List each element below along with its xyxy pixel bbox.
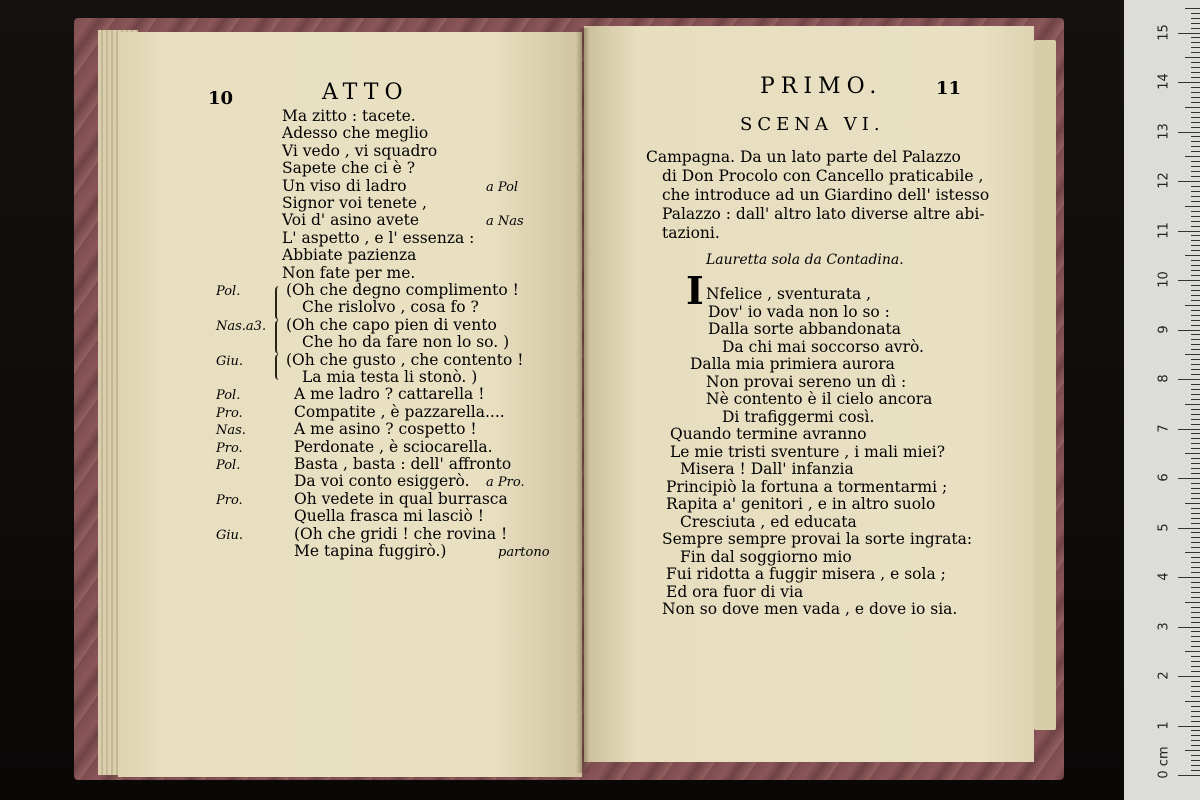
ruler-tick: [1191, 92, 1200, 93]
ruler-tick: [1191, 518, 1200, 519]
verse-line: A me asino ? cospetto !: [294, 420, 477, 439]
stage-aside: partono: [498, 545, 550, 560]
speaker-label: Pol.: [216, 284, 241, 299]
ruler-tick: [1191, 498, 1200, 499]
verse-line: (Oh che gridi ! che rovina !: [294, 524, 508, 543]
ruler-tick: [1191, 186, 1200, 187]
right-running-head: PRIMO.: [760, 74, 883, 99]
ruler-tick: [1191, 166, 1200, 167]
scene-title: SCENA VI.: [740, 114, 885, 135]
setting-line: che introduce ad un Giardino dell' istesso: [662, 186, 990, 204]
ruler-tick: [1191, 438, 1200, 439]
ruler-tick: [1178, 726, 1200, 727]
ruler-tick: [1191, 270, 1200, 271]
ruler-tick: [1191, 77, 1200, 78]
aria-line: Principiò la fortuna a tormentarmi ;: [666, 477, 948, 496]
ruler-tick: [1191, 300, 1200, 301]
ruler-tick: [1191, 711, 1200, 712]
right-page-block-edge: [1034, 40, 1056, 730]
ruler-tick: [1191, 28, 1200, 29]
stage-aside: a Nas: [486, 214, 524, 230]
aria-line: Non so dove men vada , e dove io sia.: [662, 600, 958, 618]
ruler-tick: [1178, 33, 1200, 34]
ruler-tick: [1191, 557, 1200, 558]
verse-line: Basta , basta : dell' affronto: [294, 455, 512, 473]
ruler-tick: [1191, 661, 1200, 662]
ruler-tick: [1191, 384, 1200, 385]
ruler-tick: [1185, 354, 1200, 355]
ruler-tick: [1178, 132, 1200, 133]
ruler-tick: [1178, 627, 1200, 628]
ruler-tick: [1191, 691, 1200, 692]
ruler-tick: [1191, 671, 1200, 672]
drop-cap: I: [686, 268, 704, 313]
ruler-tick: [1191, 419, 1200, 420]
ruler-tick: [1191, 493, 1200, 494]
ruler-number: 13: [1156, 122, 1172, 140]
ruler-tick: [1178, 280, 1200, 281]
right-page-number: 11: [936, 78, 962, 99]
ruler-tick: [1191, 171, 1200, 172]
ruler-tick: [1191, 760, 1200, 761]
ruler-tick: [1191, 112, 1200, 113]
aria-line: Fin dal soggiorno mio: [680, 547, 852, 566]
aria-line: Nfelice , sventurata ,: [706, 285, 872, 303]
ruler-tick: [1178, 577, 1200, 578]
ruler-tick: [1191, 295, 1200, 296]
ruler-tick: [1191, 592, 1200, 593]
speaker-label: Pro.: [216, 405, 243, 421]
ruler-tick: [1191, 141, 1200, 142]
ruler-tick: [1191, 127, 1200, 128]
ruler-tick: [1191, 102, 1200, 103]
ruler-tick: [1191, 250, 1200, 251]
ruler-tick: [1191, 622, 1200, 623]
ruler-tick: [1191, 523, 1200, 524]
verse-line: Voi d' asino avete: [282, 211, 420, 230]
aria-line: Dov' io vada non lo so :: [708, 302, 890, 321]
verse-line: (Oh che degno complimento !: [286, 281, 519, 299]
ruler-number: 6: [1156, 473, 1172, 482]
aria-line: Non provai sereno un dì :: [706, 372, 907, 391]
ruler-tick: [1191, 216, 1200, 217]
ruler-tick: [1191, 290, 1200, 291]
ruler-tick: [1191, 458, 1200, 459]
ruler-tick: [1185, 404, 1200, 405]
ruler-tick: [1185, 305, 1200, 306]
verse-line: La mia testa li stonò. ): [302, 368, 478, 386]
ruler-tick: [1191, 686, 1200, 687]
ruler-number: 5: [1156, 522, 1172, 532]
ruler-tick: [1191, 646, 1200, 647]
ruler-number: 3: [1156, 621, 1172, 631]
ruler-tick: [1191, 87, 1200, 88]
verse-line: Non fate per me.: [282, 263, 416, 282]
verse-line: Che ho da fare non lo so. ): [302, 333, 510, 352]
ruler-tick: [1191, 587, 1200, 588]
verse-line: Quella frasca mi lasciò !: [294, 507, 484, 526]
ruler-tick: [1185, 8, 1200, 9]
ruler-tick: [1185, 156, 1200, 157]
ruler-tick: [1191, 740, 1200, 741]
ruler-number: 11: [1156, 221, 1172, 239]
stage-direction: Lauretta sola da Contadina.: [706, 252, 904, 268]
ruler-tick: [1191, 730, 1200, 731]
ruler-tick: [1191, 226, 1200, 227]
ruler-tick: [1191, 221, 1200, 222]
ruler-tick: [1191, 641, 1200, 642]
ruler-tick: [1191, 617, 1200, 618]
aria-line: Cresciuta , ed educata: [680, 512, 857, 531]
ruler-tick: [1191, 681, 1200, 682]
ruler-tick: [1191, 23, 1200, 24]
ruler-tick: [1178, 429, 1200, 430]
ruler-tick: [1178, 676, 1200, 677]
verse-line: Abbiate pazienza: [282, 246, 417, 265]
ruler-tick: [1178, 231, 1200, 232]
ruler-tick: [1191, 488, 1200, 489]
ruler-tick: [1191, 463, 1200, 464]
ruler-tick: [1191, 315, 1200, 316]
ruler-tick: [1185, 651, 1200, 652]
aria-line: Di trafiggermi così.: [722, 407, 875, 426]
ruler-tick: [1191, 349, 1200, 350]
verse-line: Me tapina fuggirò.): [294, 542, 447, 560]
ruler-tick: [1191, 424, 1200, 425]
ruler-tick: [1185, 107, 1200, 108]
ruler-tick: [1191, 483, 1200, 484]
ruler-tick: [1185, 552, 1200, 553]
ruler-tick: [1191, 607, 1200, 608]
book-gutter: [576, 28, 590, 773]
ruler-tick: [1185, 453, 1200, 454]
ruler-tick: [1191, 513, 1200, 514]
verse-line: Compatite , è pazzarella....: [294, 402, 505, 421]
setting-line: tazioni.: [662, 224, 720, 242]
aria-line: Dalla sorte abbandonata: [708, 320, 902, 338]
ruler-tick: [1191, 359, 1200, 360]
left-page-number: 10: [208, 88, 234, 109]
verse-line: Un viso di ladro: [282, 176, 407, 195]
ruler-tick: [1191, 666, 1200, 667]
ruler-tick: [1191, 364, 1200, 365]
ruler-tick: [1191, 473, 1200, 474]
ruler-tick: [1191, 448, 1200, 449]
ruler-tick: [1191, 196, 1200, 197]
ruler-tick: [1191, 320, 1200, 321]
aria-line: Rapita a' genitori , e in altro suolo: [666, 495, 936, 513]
aria-line: Misera ! Dall' infanzia: [680, 460, 854, 478]
ruler-tick: [1191, 117, 1200, 118]
ruler-tick: [1191, 13, 1200, 14]
ruler-number: 15: [1156, 23, 1172, 41]
ruler-tick: [1191, 414, 1200, 415]
verse-line: (Oh che gusto , che contento !: [286, 350, 524, 369]
verse-line: Che rislolvo , cosa fo ?: [302, 298, 479, 317]
ruler-tick: [1185, 57, 1200, 58]
ruler-tick: [1191, 656, 1200, 657]
ruler-tick: [1185, 503, 1200, 504]
verse-line: Ma zitto : tacete.: [282, 107, 416, 125]
setting-line: di Don Procolo con Cancello praticabile ,: [662, 167, 984, 185]
ruler-tick: [1191, 161, 1200, 162]
ruler-tick: [1178, 82, 1200, 83]
ruler-tick: [1191, 310, 1200, 311]
ruler-tick: [1191, 597, 1200, 598]
ruler-tick: [1191, 211, 1200, 212]
ruler-tick: [1191, 721, 1200, 722]
ruler-tick: [1191, 770, 1200, 771]
ruler-tick: [1191, 572, 1200, 573]
ruler-tick: [1191, 745, 1200, 746]
ruler-number: 12: [1156, 172, 1172, 189]
ruler-number: 1: [1156, 720, 1172, 730]
verse-line: Signor voi tenete ,: [282, 194, 427, 212]
brace-1: [275, 286, 283, 320]
aria-line: Nè contento è il cielo ancora: [706, 390, 933, 408]
ruler-tick: [1191, 72, 1200, 73]
ruler-tick: [1191, 151, 1200, 152]
ruler-tick: [1178, 379, 1200, 380]
speaker-label: Pol.: [216, 388, 241, 404]
ruler-tick: [1178, 478, 1200, 479]
ruler-tick: [1191, 18, 1200, 19]
speaker-label: Pol.: [216, 458, 241, 473]
verse-line: Oh vedete in qual burrasca: [294, 489, 508, 508]
ruler-tick: [1191, 374, 1200, 375]
ruler-tick: [1191, 562, 1200, 563]
ruler-tick: [1191, 334, 1200, 335]
ruler-tick: [1178, 181, 1200, 182]
ruler-tick: [1191, 433, 1200, 434]
ruler-tick: [1178, 330, 1200, 331]
ruler-tick: [1191, 547, 1200, 548]
verse-line: Vi vedo , vi squadro: [282, 141, 438, 160]
ruler-tick: [1191, 394, 1200, 395]
ruler-tick: [1191, 409, 1200, 410]
ruler-tick: [1178, 528, 1200, 529]
ruler-tick: [1191, 245, 1200, 246]
setting-line: Campagna. Da un lato parte del Palazzo: [646, 148, 961, 166]
speaker-label: Giu.: [216, 527, 244, 543]
ruler-tick: [1191, 389, 1200, 390]
ruler-tick: [1191, 146, 1200, 147]
ruler-tick: [1191, 696, 1200, 697]
verse-line: Perdonate , è sciocarella.: [294, 437, 493, 456]
ruler-tick: [1191, 62, 1200, 63]
ruler-tick: [1191, 612, 1200, 613]
speaker-label: Nas.: [216, 423, 246, 439]
ruler-tick: [1191, 443, 1200, 444]
ruler-tick: [1191, 537, 1200, 538]
speaker-label: Nas.a3.: [216, 318, 267, 334]
ruler-number: 7: [1156, 423, 1172, 433]
ruler-tick: [1191, 369, 1200, 370]
ruler-tick: [1191, 765, 1200, 766]
ruler-number: 14: [1156, 73, 1172, 90]
ruler-tick: [1191, 325, 1200, 326]
ruler-tick: [1191, 567, 1200, 568]
brace-2: [275, 320, 283, 354]
aria-line: Dalla mia primiera aurora: [690, 355, 895, 373]
ruler-tick: [1191, 285, 1200, 286]
ruler-tick: [1191, 136, 1200, 137]
ruler-tick: [1191, 344, 1200, 345]
ruler-tick: [1191, 468, 1200, 469]
aria-line: Da chi mai soccorso avrò.: [722, 337, 924, 356]
ruler-tick: [1191, 631, 1200, 632]
ruler-tick: [1191, 706, 1200, 707]
speaker-label: Pro.: [216, 440, 243, 456]
ruler-tick: [1191, 52, 1200, 53]
ruler-number: 8: [1156, 374, 1172, 383]
ruler-tick: [1191, 582, 1200, 583]
ruler-tick: [1185, 255, 1200, 256]
ruler-tick: [1191, 399, 1200, 400]
aria-line: Sempre sempre provai la sorte ingrata:: [662, 530, 973, 548]
ruler-tick: [1178, 775, 1200, 776]
ruler-number: 0 cm: [1156, 746, 1172, 779]
ruler-tick: [1191, 275, 1200, 276]
ruler-tick: [1185, 602, 1200, 603]
ruler-tick: [1191, 191, 1200, 192]
ruler-number: 4: [1156, 572, 1172, 581]
ruler-tick: [1191, 339, 1200, 340]
verse-line: (Oh che capo pien di vento: [286, 315, 497, 334]
ruler-tick: [1191, 260, 1200, 261]
stage-aside: a Pro.: [486, 475, 525, 491]
verse-line: Sapete che ci è ?: [282, 159, 416, 178]
aria-line: Fui ridotta a fuggir misera , e sola ;: [666, 565, 946, 583]
aria-line: Quando termine avranno: [670, 425, 867, 443]
verse-line: L' aspetto , e l' essenza :: [282, 228, 475, 247]
ruler-tick: [1191, 532, 1200, 533]
verse-line: Adesso che meglio: [282, 124, 429, 143]
ruler-tick: [1191, 735, 1200, 736]
ruler-number: 10: [1156, 271, 1172, 288]
brace-3: [275, 354, 283, 380]
ruler-tick: [1191, 508, 1200, 509]
ruler-tick: [1191, 240, 1200, 241]
ruler-tick: [1185, 701, 1200, 702]
aria-line: Le mie tristi sventure , i mali miei?: [670, 442, 946, 461]
ruler-tick: [1191, 542, 1200, 543]
ruler-tick: [1191, 37, 1200, 38]
ruler-number: 2: [1156, 671, 1172, 680]
ruler-number: 9: [1156, 324, 1172, 334]
verse-line: Da voi conto esiggerò.: [294, 472, 470, 491]
left-running-head: ATTO: [322, 80, 409, 105]
ruler-tick: [1191, 122, 1200, 123]
setting-line: Palazzo : dall' altro lato diverse altre abi-: [662, 205, 985, 223]
ruler-tick: [1191, 755, 1200, 756]
ruler-tick: [1191, 47, 1200, 48]
ruler-tick: [1191, 42, 1200, 43]
ruler-tick: [1191, 636, 1200, 637]
verse-line: A me ladro ? cattarella !: [294, 385, 485, 404]
ruler-tick: [1191, 97, 1200, 98]
speaker-label: Pro.: [216, 492, 243, 508]
ruler-tick: [1191, 176, 1200, 177]
stage-aside: a Pol: [486, 179, 519, 195]
aria-line: Ed ora fuor di via: [666, 582, 804, 601]
ruler-tick: [1191, 201, 1200, 202]
measurement-ruler: [1124, 0, 1200, 800]
ruler-tick: [1185, 750, 1200, 751]
ruler-tick: [1191, 265, 1200, 266]
ruler-tick: [1191, 67, 1200, 68]
speaker-label: Giu.: [216, 353, 244, 369]
ruler-tick: [1191, 235, 1200, 236]
ruler-tick: [1185, 206, 1200, 207]
ruler-tick: [1191, 716, 1200, 717]
